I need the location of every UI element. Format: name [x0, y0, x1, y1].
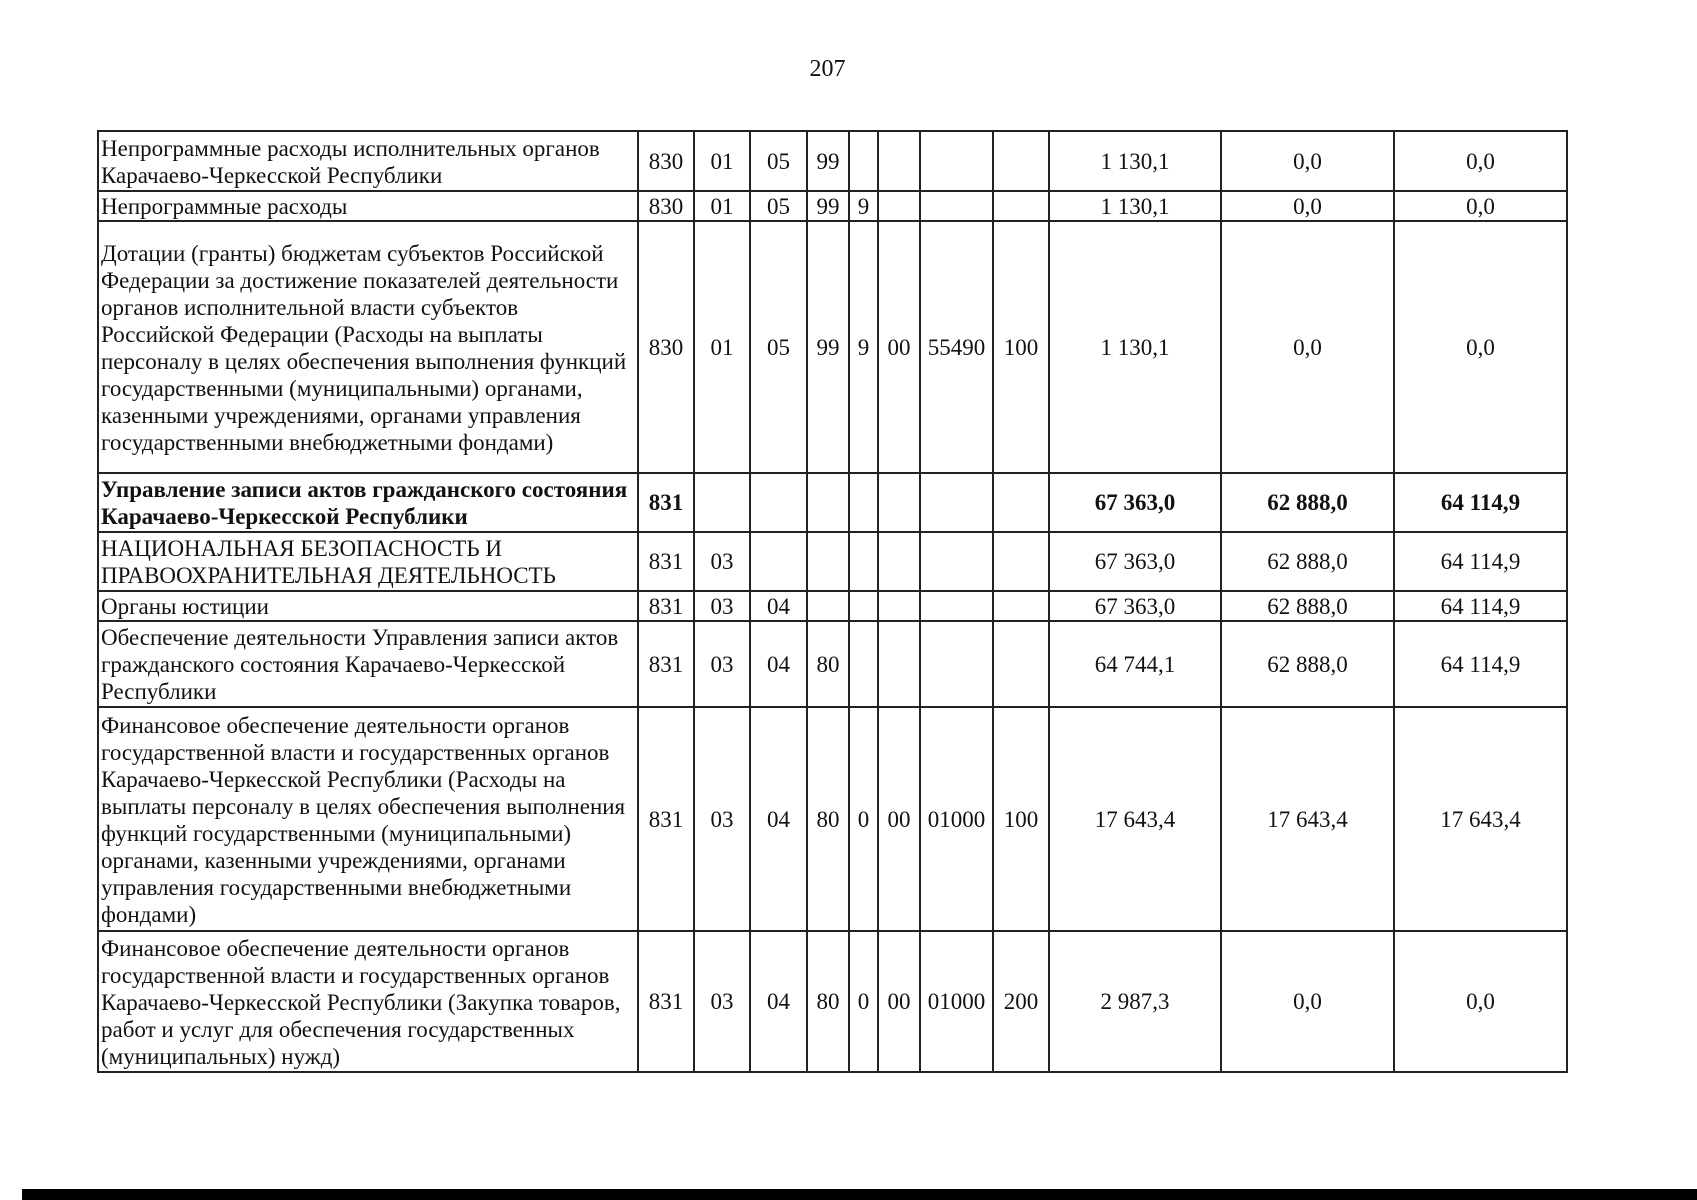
code-ministry: 831: [638, 532, 694, 591]
table-row: [98, 473, 1567, 532]
amount-year-3: 64 114,9: [1394, 591, 1567, 621]
code-expense-type: [993, 532, 1049, 591]
code-direction: [920, 131, 993, 191]
code-subprogram: 9: [849, 191, 878, 221]
page-number: 207: [809, 56, 846, 82]
code-program: 99: [807, 191, 849, 221]
code-section: [694, 473, 750, 532]
table-row: [98, 591, 1567, 621]
code-program: 99: [807, 221, 849, 473]
code-ministry: 831: [638, 473, 694, 532]
code-event: [878, 131, 920, 191]
code-program: 80: [807, 621, 849, 707]
code-subsection: 04: [750, 621, 807, 707]
code-event: [878, 191, 920, 221]
code-subsection: 05: [750, 131, 807, 191]
amount-year-2: 0,0: [1221, 191, 1394, 221]
code-subprogram: [849, 473, 878, 532]
code-direction: [920, 532, 993, 591]
amount-year-1: 67 363,0: [1049, 473, 1221, 532]
code-subsection: [750, 473, 807, 532]
code-expense-type: [993, 191, 1049, 221]
amount-year-1: 2 987,3: [1049, 931, 1221, 1072]
table-row: [98, 532, 1567, 591]
code-program: 80: [807, 707, 849, 931]
code-program: 99: [807, 131, 849, 191]
code-subprogram: 0: [849, 707, 878, 931]
code-event: 00: [878, 221, 920, 473]
code-ministry: 831: [638, 707, 694, 931]
code-expense-type: [993, 591, 1049, 621]
code-expense-type: [993, 621, 1049, 707]
code-ministry: 830: [638, 131, 694, 191]
amount-year-3: 17 643,4: [1394, 707, 1567, 931]
code-expense-type: 100: [993, 221, 1049, 473]
code-subsection: [750, 532, 807, 591]
budget-table: [97, 130, 1568, 1073]
code-subsection: 04: [750, 931, 807, 1072]
code-direction: [920, 621, 993, 707]
code-section: 03: [694, 532, 750, 591]
amount-year-2: 62 888,0: [1221, 532, 1394, 591]
amount-year-1: 67 363,0: [1049, 591, 1221, 621]
code-event: 00: [878, 707, 920, 931]
row-name: НАЦИОНАЛЬНАЯ БЕЗОПАСНОСТЬ И ПРАВООХРАНИТЕЛЬНАЯ ДЕЯТЕЛЬНОСТЬ: [98, 532, 638, 591]
code-direction: 55490: [920, 221, 993, 473]
code-subprogram: [849, 621, 878, 707]
code-direction: [920, 473, 993, 532]
amount-year-3: 0,0: [1394, 221, 1567, 473]
code-section: 03: [694, 931, 750, 1072]
amount-year-2: 62 888,0: [1221, 473, 1394, 532]
code-subsection: 04: [750, 707, 807, 931]
row-name: Непрограммные расходы исполнительных органов Карачаево-Черкесской Республики: [98, 131, 638, 191]
code-subprogram: 0: [849, 931, 878, 1072]
amount-year-3: 0,0: [1394, 931, 1567, 1072]
code-subprogram: [849, 532, 878, 591]
row-name: Непрограммные расходы: [98, 191, 638, 221]
row-name: Дотации (гранты) бюджетам субъектов Российской Федерации за достижение показателей деятельности органов исполнительной власти субъектов Российской Федерации (Расходы на выплаты персоналу в целях обеспечения выполнения функций государственными (муниципальными) органами, казенными учреждениями, органами управления государственными внебюджетными фондами): [98, 221, 638, 473]
amount-year-3: 0,0: [1394, 131, 1567, 191]
code-subsection: 05: [750, 191, 807, 221]
amount-year-3: 0,0: [1394, 191, 1567, 221]
amount-year-1: 1 130,1: [1049, 191, 1221, 221]
code-program: [807, 532, 849, 591]
row-name: Органы юстиции: [98, 591, 638, 621]
table-row: [98, 931, 1567, 1072]
code-direction: [920, 591, 993, 621]
table-row: [98, 707, 1567, 931]
code-section: 01: [694, 221, 750, 473]
code-expense-type: [993, 131, 1049, 191]
amount-year-3: 64 114,9: [1394, 532, 1567, 591]
code-ministry: 830: [638, 221, 694, 473]
amount-year-2: 17 643,4: [1221, 707, 1394, 931]
table-row: [98, 191, 1567, 221]
code-event: [878, 591, 920, 621]
amount-year-3: 64 114,9: [1394, 473, 1567, 532]
scan-edge-bar: [22, 1189, 1697, 1200]
table-row: [98, 131, 1567, 191]
amount-year-1: 17 643,4: [1049, 707, 1221, 931]
code-direction: [920, 191, 993, 221]
code-expense-type: [993, 473, 1049, 532]
code-subprogram: [849, 591, 878, 621]
amount-year-2: 0,0: [1221, 131, 1394, 191]
code-direction: 01000: [920, 707, 993, 931]
code-subsection: 05: [750, 221, 807, 473]
table-row: [98, 621, 1567, 707]
code-section: 03: [694, 621, 750, 707]
amount-year-2: 0,0: [1221, 221, 1394, 473]
row-name: Финансовое обеспечение деятельности органов государственной власти и государственных органов Карачаево-Черкесской Республики (Расходы на выплаты персоналу в целях обеспечения выполнения функций государственными (муниципальными) органами, казенными учреждениями, органами управления государственными внебюджетными фондами): [98, 707, 638, 931]
code-event: [878, 532, 920, 591]
code-section: 03: [694, 591, 750, 621]
code-event: [878, 473, 920, 532]
code-event: [878, 621, 920, 707]
code-program: 80: [807, 931, 849, 1072]
code-section: 01: [694, 191, 750, 221]
code-program: [807, 473, 849, 532]
code-subsection: 04: [750, 591, 807, 621]
code-expense-type: 100: [993, 707, 1049, 931]
amount-year-1: 1 130,1: [1049, 131, 1221, 191]
row-name: Финансовое обеспечение деятельности органов государственной власти и государственных органов Карачаево-Черкесской Республики (Закупка товаров, работ и услуг для обеспечения государственных (муниципальных) нужд): [98, 931, 638, 1072]
amount-year-1: 67 363,0: [1049, 532, 1221, 591]
table-row: [98, 221, 1567, 473]
code-expense-type: 200: [993, 931, 1049, 1072]
code-ministry: 831: [638, 931, 694, 1072]
amount-year-2: 62 888,0: [1221, 621, 1394, 707]
row-name: Обеспечение деятельности Управления записи актов гражданского состояния Карачаево-Черкесской Республики: [98, 621, 638, 707]
code-event: 00: [878, 931, 920, 1072]
code-program: [807, 591, 849, 621]
code-section: 01: [694, 131, 750, 191]
amount-year-3: 64 114,9: [1394, 621, 1567, 707]
row-name: Управление записи актов гражданского состояния Карачаево-Черкесской Республики: [98, 473, 638, 532]
code-ministry: 831: [638, 621, 694, 707]
amount-year-2: 62 888,0: [1221, 591, 1394, 621]
code-ministry: 830: [638, 191, 694, 221]
code-direction: 01000: [920, 931, 993, 1072]
amount-year-1: 1 130,1: [1049, 221, 1221, 473]
amount-year-1: 64 744,1: [1049, 621, 1221, 707]
amount-year-2: 0,0: [1221, 931, 1394, 1072]
code-subprogram: 9: [849, 221, 878, 473]
code-section: 03: [694, 707, 750, 931]
code-ministry: 831: [638, 591, 694, 621]
code-subprogram: [849, 131, 878, 191]
